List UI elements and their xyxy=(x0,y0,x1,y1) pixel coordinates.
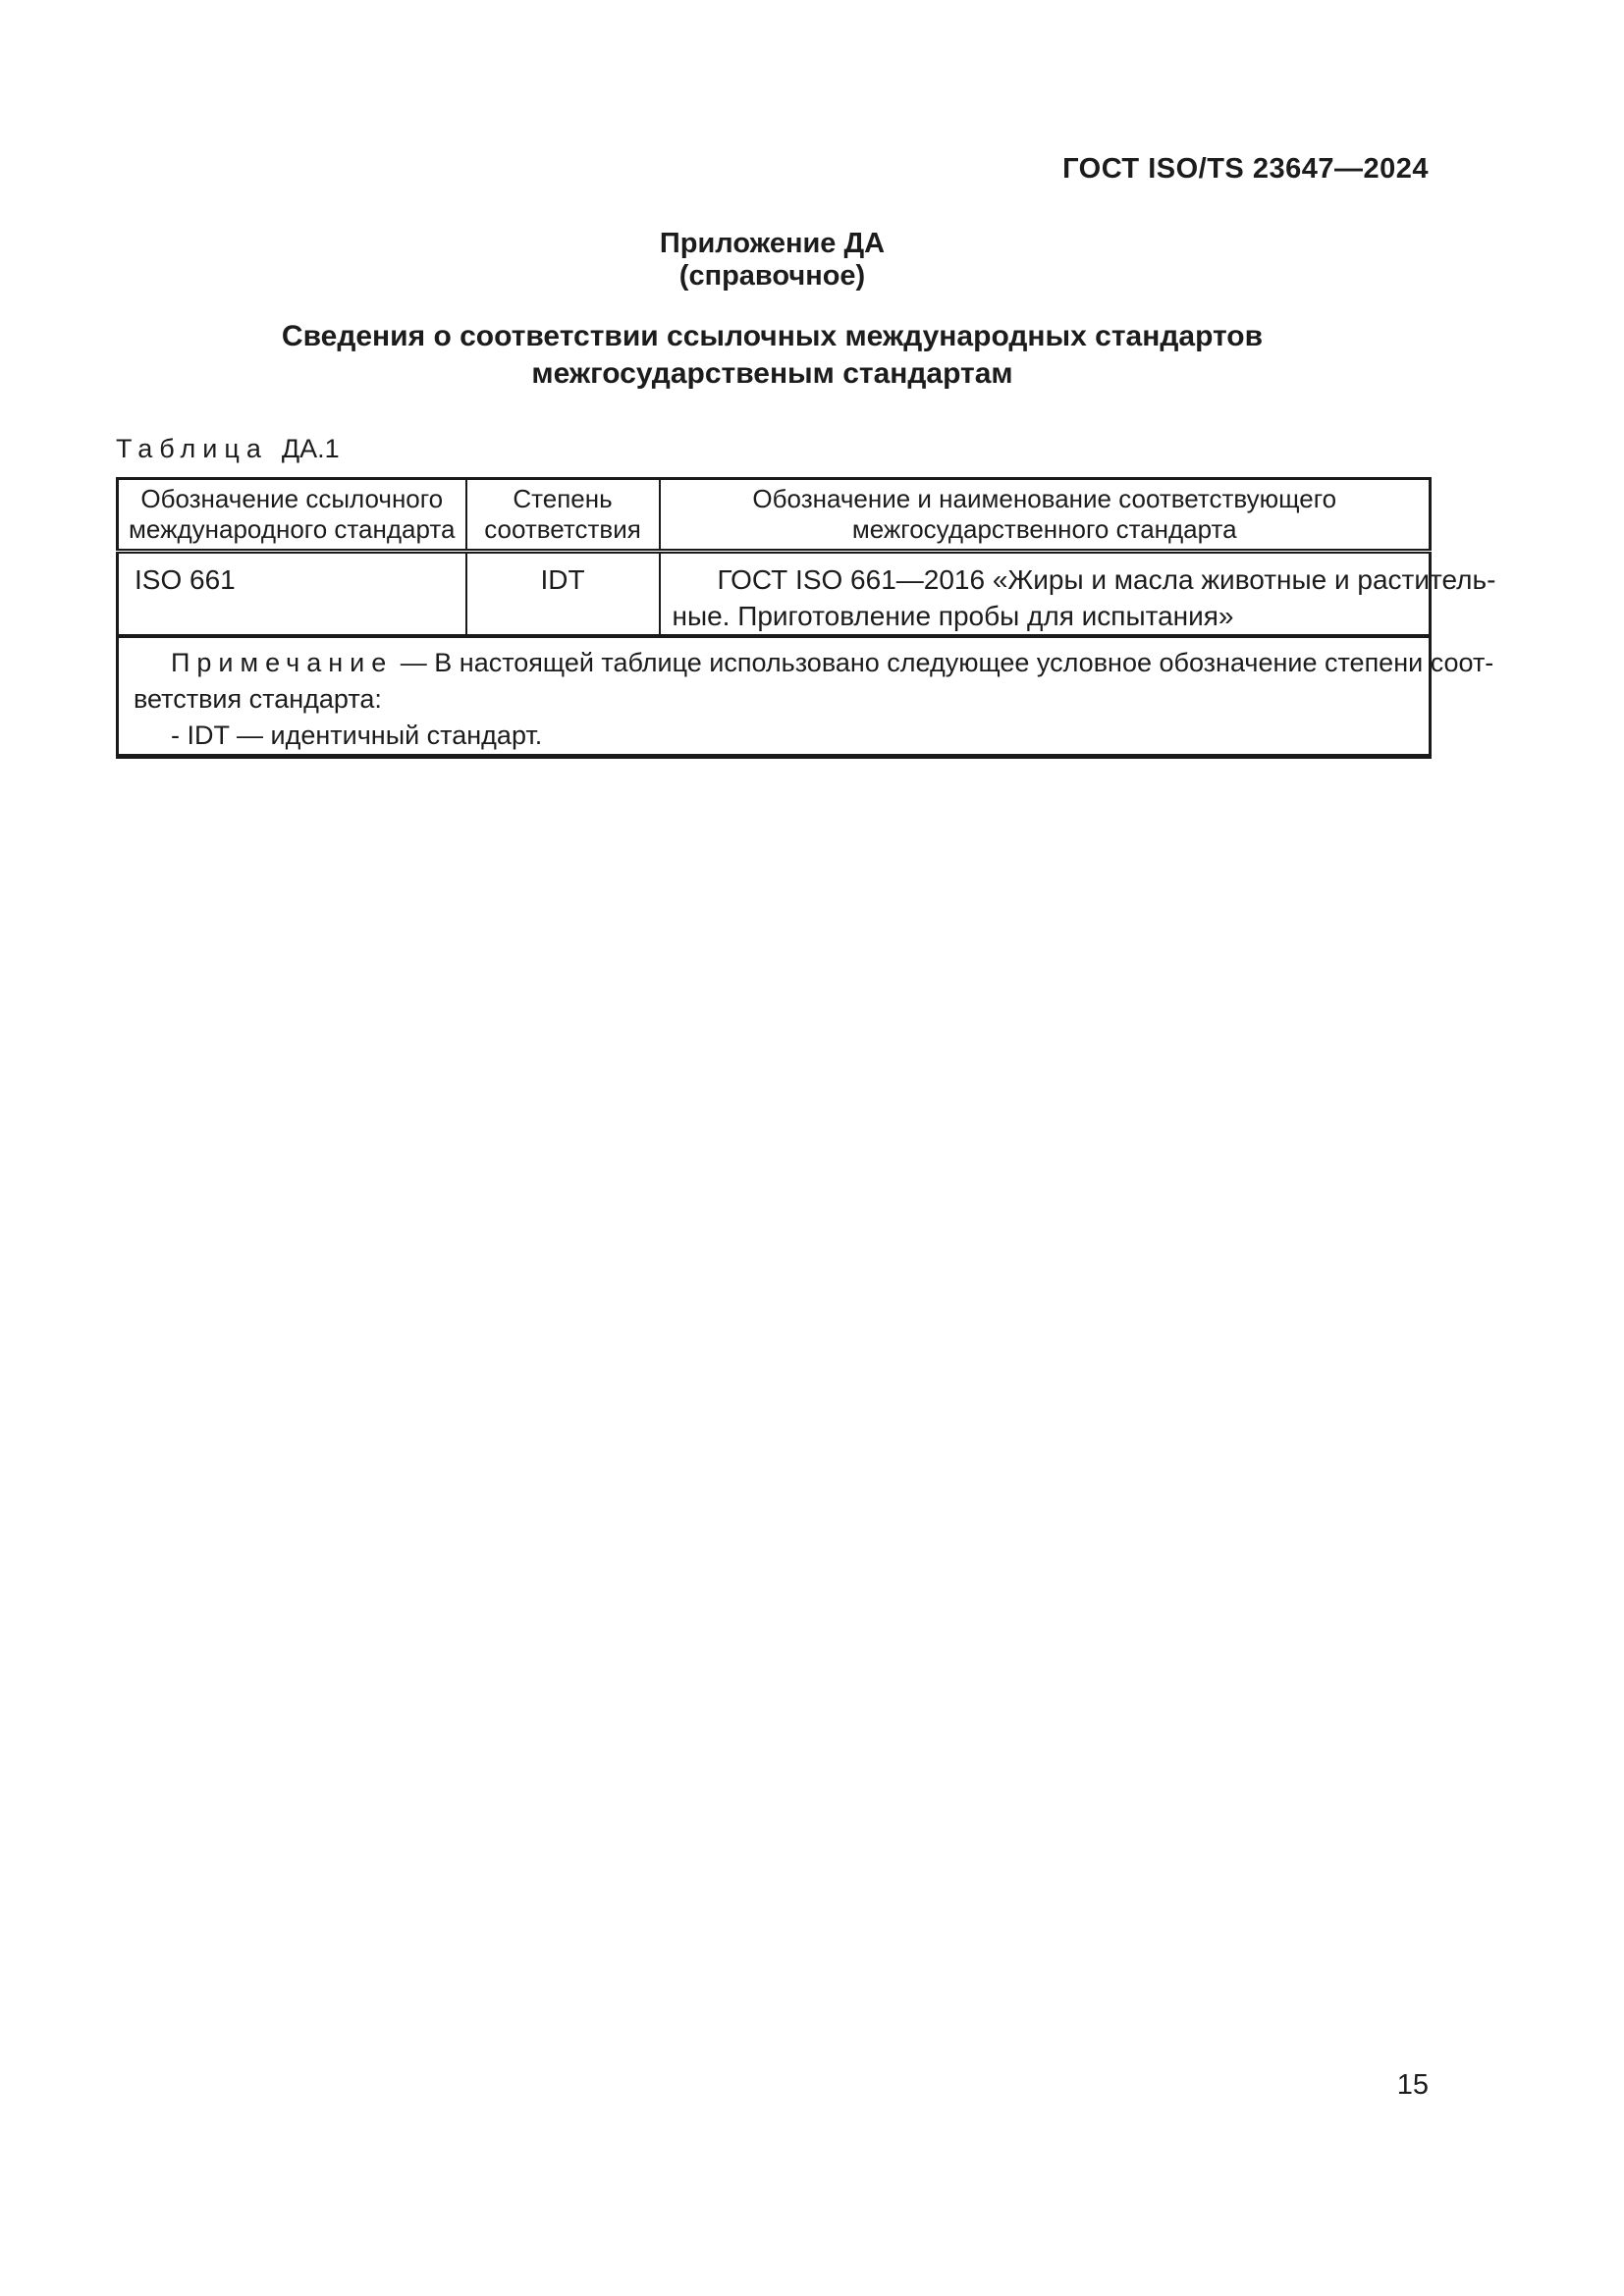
page-number: 15 xyxy=(1396,2069,1429,2101)
annex-title-line1: Сведения о соответствии ссылочных международных стандартов xyxy=(281,320,1264,352)
note-line2: ветствия стандарта: xyxy=(134,684,382,714)
doc-code-header: ГОСТ ISO/TS 23647—2024 xyxy=(1062,153,1429,185)
table-note-cell xyxy=(118,636,1494,757)
table-caption xyxy=(116,434,340,464)
corresponding-standard-line2: ные. Приготовление пробы для испытания» xyxy=(672,601,1234,631)
annex-heading-block xyxy=(116,228,1429,293)
table-caption-word: Таблица xyxy=(116,434,268,463)
table-row xyxy=(118,552,1431,637)
column-header-corresponding-standard: Обозначение и наименование соответствующего межгосударственного стандарта xyxy=(660,479,1431,552)
corresponding-standard-line1: ГОСТ ISO 661—2016 «Жиры и масла животные и раститель- xyxy=(717,564,1496,595)
note-label: Примечание xyxy=(171,648,394,677)
annex-subheading: (справочное) xyxy=(678,260,866,292)
table-caption-number: ДА.1 xyxy=(281,434,340,463)
column-header-reference-standard: Обозначение ссылочного международного стандарта xyxy=(118,479,466,552)
column-header-degree: Степень соответствия xyxy=(466,479,660,552)
cell-corresponding-standard xyxy=(660,552,1496,637)
annex-title xyxy=(116,318,1429,393)
cell-reference-standard: ISO 661 xyxy=(118,552,466,637)
correspondence-table xyxy=(116,477,1496,759)
note-line1-text: — В настоящей таблице использовано следующее условное обозначение степени соот- xyxy=(393,648,1494,677)
cell-degree: IDT xyxy=(466,552,660,637)
table-note-row xyxy=(118,636,1431,757)
table-header-row xyxy=(118,479,1431,552)
note-line3: - IDT — идентичный стандарт. xyxy=(171,721,543,750)
annex-title-line2: межгосударственым стандартам xyxy=(531,357,1013,390)
annex-heading: Приложение ДА xyxy=(659,228,886,259)
note-line1 xyxy=(134,645,1494,681)
